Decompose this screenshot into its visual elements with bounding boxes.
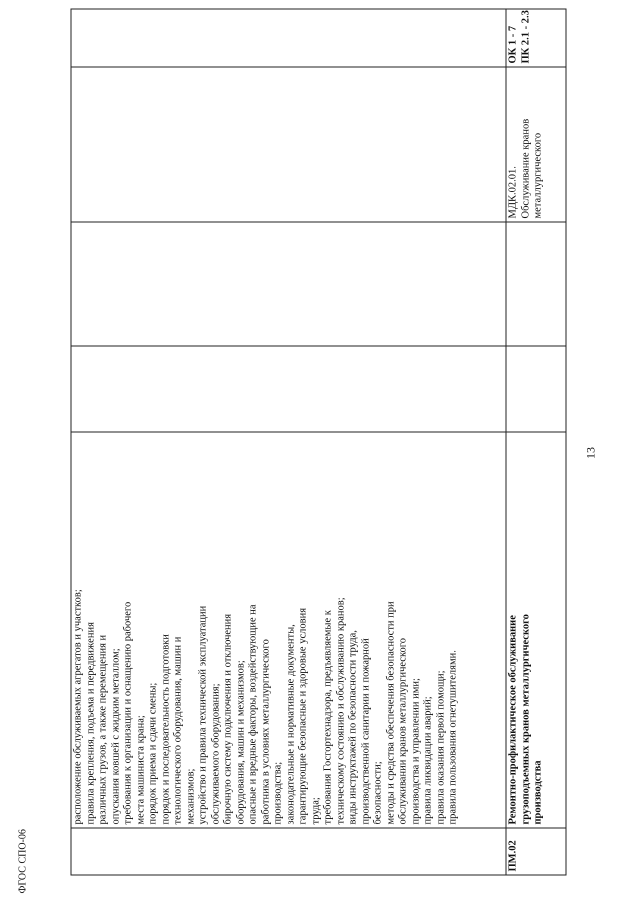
module-code: ПМ.02 [507,839,518,871]
description-line: правила пользования огнетушителями. [447,649,458,824]
description-line: обслуживании кранов металлургического [397,637,408,824]
description-line: различных грузов, а также перемещения и [97,634,108,824]
code-cell-empty [71,828,506,875]
course-line: металлургического [532,132,543,218]
empty-cell [71,9,506,67]
table-row [506,9,566,875]
description-line: оборудования, машин и механизмов; [234,659,246,824]
description-line: требования Госгортехнадзора, предъявляемые к [322,609,333,824]
empty-cell [71,67,506,222]
description-line: порядок и последовательность подготовки [159,633,171,824]
description-line: требования к организации и оснащению рабочего [122,601,133,824]
empty-cell [71,222,506,346]
description-line: опускания ковшей с жидким металлом; [109,647,121,824]
module-title-line: грузоподъемных кранов металлургического [519,613,531,824]
description-line: методы и средства обеспечения безопасности при [384,600,396,824]
description-line: обслуживаемого оборудования; [209,682,221,824]
competency-line: ПК 2.1 - 2.3 [519,9,531,63]
empty-cell [71,346,506,432]
competency-codes [506,9,533,66]
description-line: места машиниста крана; [134,714,146,824]
competency-line: ОК 1 - 7 [507,25,518,63]
description-line: виды инструктажей по безопасности труда, [347,629,358,824]
course-cell [506,67,566,222]
description-line: безопасности; [372,760,383,824]
description-line: работника в условиях металлургического [259,638,271,824]
description-line: бирочную систему подключения и отключения [222,613,233,824]
description-line: опасные и вредные факторы, воздействующие на [247,603,258,824]
curriculum-table [70,8,566,875]
description-line: производства и управлении ими; [409,677,421,824]
empty-cell [506,346,566,432]
description-line: устройство и правила технической эксплуатации [197,605,208,824]
description-line: правила ликвидации аварий; [422,695,433,824]
description-line: механизмов; [184,768,196,824]
module-code-cell [506,828,566,875]
description-line: гарантирующие безопасные и здоровые условия [297,607,308,824]
module-title-line: Ремонтно-профилактическое обслуживание [507,614,518,824]
description-line: порядок приема и сдачи смены; [147,682,158,824]
module-title-line: производства [532,759,543,824]
description-line: законодательные и нормативные документы, [284,623,296,824]
module-title-cell [506,432,566,828]
table-row [71,9,506,875]
empty-cell [506,222,566,346]
course-line: Обслуживание кранов [519,118,531,218]
course-line: МДК.02.01. [507,165,518,218]
description-line: правила крепления, подъема и передвижения [84,621,96,824]
description-line: правила оказания первой помощи; [434,669,446,824]
description-line: технологического оборудования, машин и [172,636,183,824]
description-line: производства; [272,761,283,824]
page-number: 13 [583,446,597,459]
module-title [506,432,546,827]
description-line: расположение обслуживаемых агрегатов и участков; [72,588,83,824]
description-line: производственной санитарии и пожарной [359,637,371,824]
description-cell [71,432,506,828]
competency-cell [506,9,566,67]
description-line: труда; [309,796,321,824]
description-list [71,432,461,827]
course-name [506,67,546,221]
footer-standard-label: ФГОС СПО-06 [17,828,28,893]
description-line: техническому состоянию и обслуживанию кранов; [334,596,346,824]
